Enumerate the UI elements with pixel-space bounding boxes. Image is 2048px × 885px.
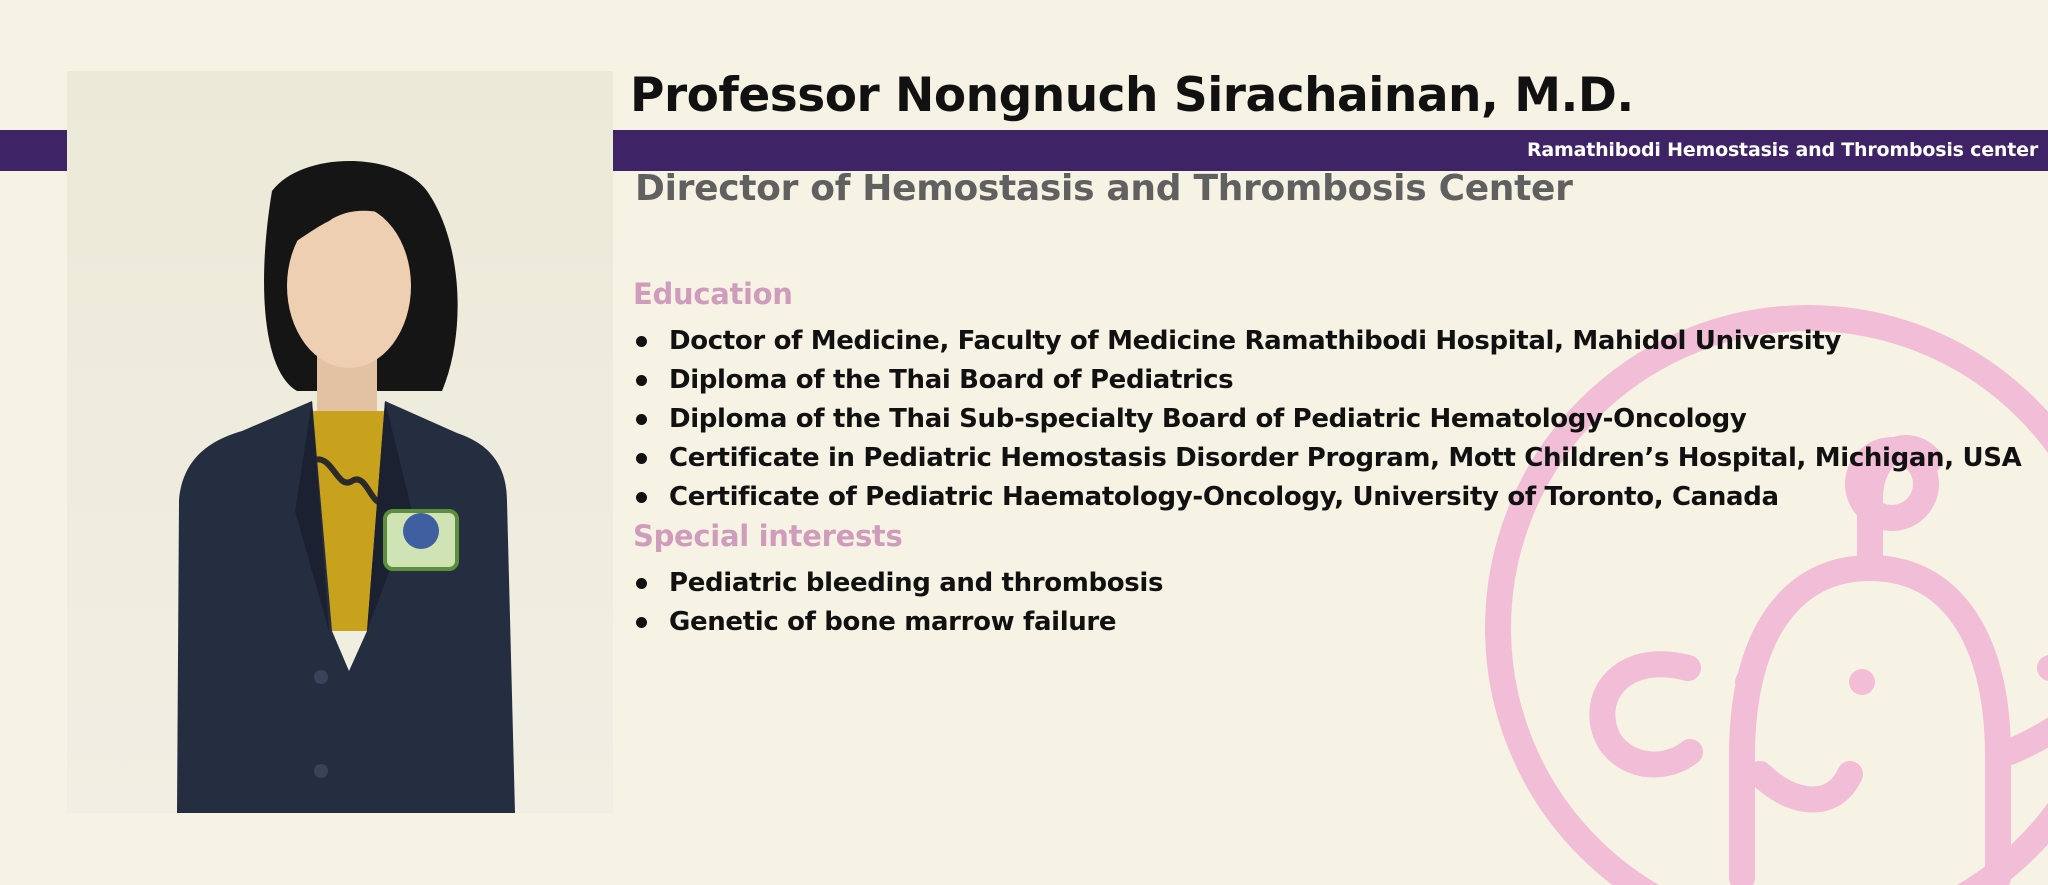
list-item [636, 361, 2021, 400]
bullet-icon [636, 414, 647, 425]
list-item [636, 400, 2021, 439]
list-item [636, 564, 1163, 603]
education-heading: Education [633, 277, 793, 311]
list-item [636, 603, 1163, 642]
page-title: Professor Nongnuch Sirachainan, M.D. [630, 68, 1634, 123]
list-item [636, 322, 2021, 361]
list-item-text: Doctor of Medicine, Faculty of Medicine Ramathibodi Hospital, Mahidol University [669, 326, 1842, 356]
bullet-icon [636, 492, 647, 503]
list-item-text: Diploma of the Thai Sub-specialty Board of Pediatric Hematology-Oncology [669, 404, 1747, 434]
education-list [636, 322, 2021, 517]
list-item-text: Pediatric bleeding and thrombosis [669, 568, 1164, 598]
list-item-text: Genetic of bone marrow failure [669, 607, 1117, 637]
list-item-text: Certificate in Pediatric Hemostasis Disorder Program, Mott Children’s Hospital, Michigan, USA [669, 443, 2022, 473]
list-item-text: Diploma of the Thai Board of Pediatrics [669, 365, 1234, 395]
center-name: Ramathibodi Hemostasis and Thrombosis center [1526, 139, 2038, 161]
interests-heading: Special interests [633, 519, 903, 553]
bullet-icon [636, 375, 647, 386]
list-item [636, 439, 2021, 478]
bullet-icon [636, 617, 647, 628]
list-item-text: Certificate of Pediatric Haematology-Oncology, University of Toronto, Canada [669, 482, 1779, 512]
position-subtitle: Director of Hemostasis and Thrombosis Center [635, 168, 1573, 209]
bullet-icon [636, 453, 647, 464]
bullet-icon [636, 578, 647, 589]
list-item [636, 478, 2021, 517]
portrait-photo [67, 71, 613, 813]
interests-list [636, 564, 1163, 642]
bullet-icon [636, 336, 647, 347]
